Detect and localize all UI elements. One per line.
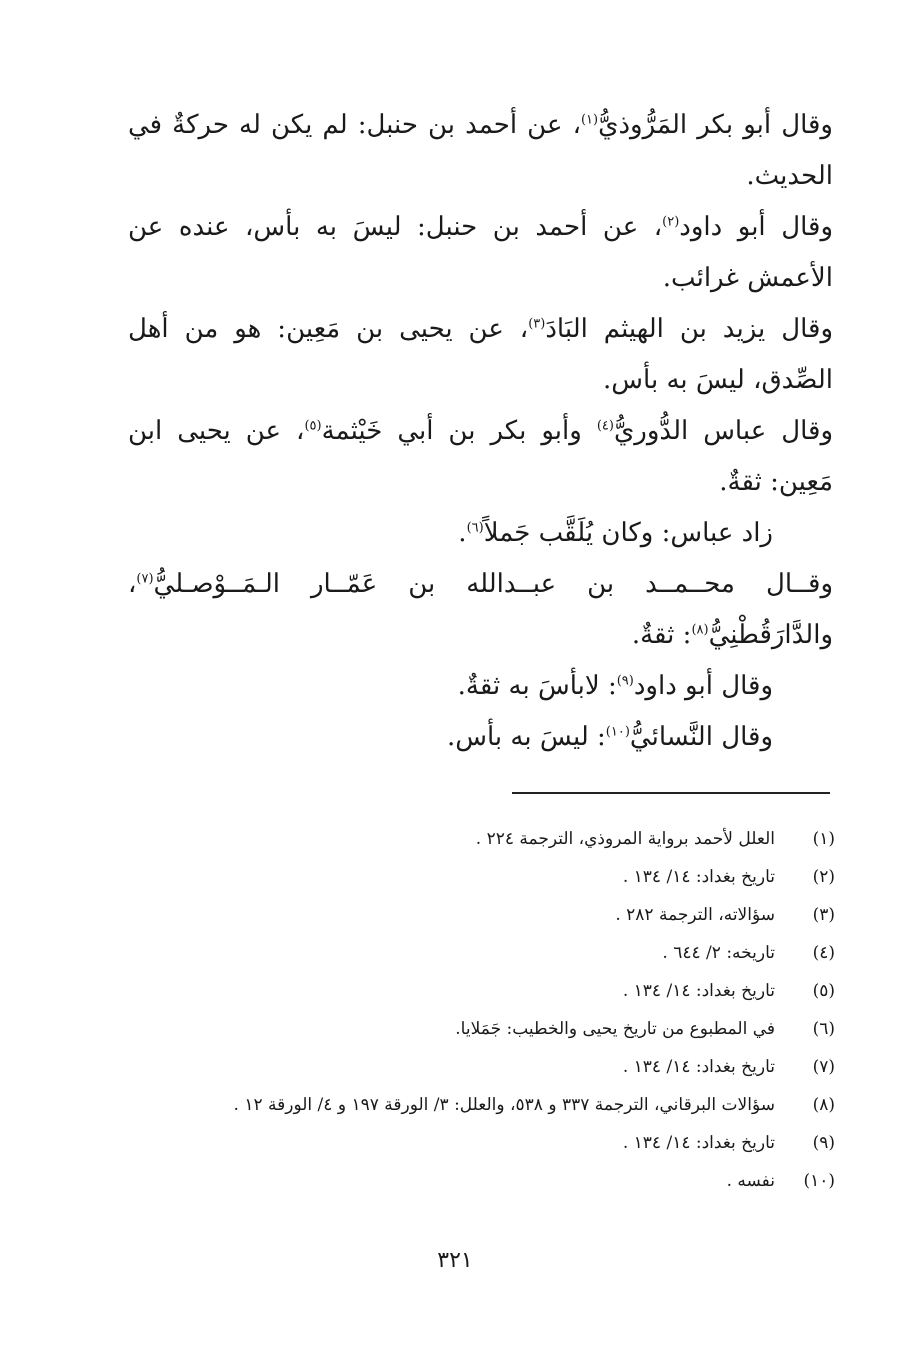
paragraph — [128, 661, 833, 712]
footnote — [130, 820, 835, 858]
footnotes — [130, 820, 835, 1200]
footnote-reference: (٣) — [528, 316, 546, 332]
footnote — [130, 1048, 835, 1086]
paragraph-text: وقال أبو بكر المَرُّوذيُّ — [598, 110, 833, 140]
footnote-number: (١٠) — [803, 1171, 835, 1191]
footnote-reference: (٧) — [136, 571, 154, 587]
footnote-text: العلل لأحمد برواية المروذي، الترجمة ٢٢٤ . — [475, 829, 775, 849]
paragraph-text: وقال عباس الدُّوريُّ — [613, 416, 833, 446]
footnote-text: في المطبوع من تاريخ يحيى والخطيب: جَمَلايا. — [455, 1019, 775, 1039]
paragraph-text: ، والدَّارَقُطْنِيُّ — [128, 569, 833, 650]
footnote-text: تاريخ بغداد: ١٤/ ١٣٤ . — [622, 1133, 775, 1153]
paragraph-text: . — [458, 518, 467, 548]
footnote — [130, 1124, 835, 1162]
footnote-number: (٥) — [812, 981, 835, 1001]
paragraph-text: وقال النَّسائيُّ — [629, 722, 773, 752]
footnote — [130, 858, 835, 896]
footnote — [130, 934, 835, 972]
footnote-text: تاريخ بغداد: ١٤/ ١٣٤ . — [622, 867, 775, 887]
paragraph-text: زاد عباس: وكان يُلَقَّب جَملاً — [483, 518, 773, 548]
footnote — [130, 1086, 835, 1124]
paragraph — [128, 100, 833, 202]
paragraph — [128, 202, 833, 304]
paragraph-text: : لابأسَ به ثقةٌ. — [457, 671, 617, 701]
footnote-text: سؤالات البرقاني، الترجمة ٣٣٧ و ٥٣٨، والعلل: ٣/ الورقة ١٩٧ و ٤/ الورقة ١٢ . — [233, 1095, 775, 1115]
footnote-number: (٣) — [812, 905, 835, 925]
paragraph-text: وأبو بكر بن أبي خَيْثمة — [321, 416, 597, 446]
footnote-reference: (٩) — [616, 673, 634, 689]
footnote-text: تاريخ بغداد: ١٤/ ١٣٤ . — [622, 981, 775, 1001]
paragraph-text: وقال يزيد بن الهيثم البَادَ — [545, 314, 834, 344]
paragraph-text: وقال أبو داود — [633, 671, 773, 701]
footnote — [130, 1162, 835, 1200]
footnote-number: (٨) — [812, 1095, 835, 1115]
paragraph-text: : ليسَ به بأس. — [446, 722, 606, 752]
paragraph — [128, 712, 833, 763]
footnote-text: سؤالاته، الترجمة ٢٨٢ . — [615, 905, 775, 925]
footnote-number: (٦) — [812, 1019, 835, 1039]
footnote-number: (٤) — [812, 943, 835, 963]
footnote — [130, 1010, 835, 1048]
paragraph-text: : ثقةٌ. — [631, 620, 692, 650]
footnote-reference: (٦) — [466, 520, 484, 536]
footnote-text: تاريخه: ٢/ ٦٤٤ . — [662, 943, 775, 963]
footnote-reference: (١) — [580, 112, 599, 128]
footnote-reference: (٢) — [662, 214, 680, 230]
footnote-text: تاريخ بغداد: ١٤/ ١٣٤ . — [622, 1057, 775, 1077]
footnote-text: نفسه . — [726, 1171, 775, 1191]
footnote-reference: (١٠) — [605, 724, 630, 740]
footnote-reference: (٤) — [596, 418, 614, 434]
paragraph-text: ، عن أحمد بن حنبل: ليسَ به بأس، عنده عن الأعمش غرائب. — [128, 212, 833, 293]
paragraph-text: وقال أبو داود — [679, 212, 833, 242]
paragraph — [128, 559, 833, 661]
paragraph-text: ، عن يحيى ابن مَعِين: ثقةٌ. — [128, 416, 833, 497]
paragraph — [128, 406, 833, 508]
footnote-number: (٢) — [812, 867, 835, 887]
footnote-divider — [512, 792, 830, 794]
page-number: ٣٢١ — [437, 1248, 473, 1273]
footnote — [130, 896, 835, 934]
footnote-reference: (٥) — [304, 418, 322, 434]
paragraph-text: وقــال محــمــد بن عبــدالله بن عَمّــار الـمَــوْصـليُّ — [153, 569, 833, 599]
footnote-number: (٧) — [812, 1057, 835, 1077]
paragraph-text: ، عن أحمد بن حنبل: لم يكن له حركةٌ في الحديث. — [128, 110, 833, 191]
paragraph — [128, 508, 833, 559]
footnote — [130, 972, 835, 1010]
footnote-reference: (٨) — [691, 622, 709, 638]
paragraph — [128, 304, 833, 406]
footnote-number: (١) — [812, 829, 835, 849]
footnote-number: (٩) — [812, 1133, 835, 1153]
paragraph-text: ، عن يحيى بن مَعِين: هو من أهل الصِّدق، ليسَ به بأس. — [128, 314, 833, 395]
main-text — [128, 100, 833, 763]
